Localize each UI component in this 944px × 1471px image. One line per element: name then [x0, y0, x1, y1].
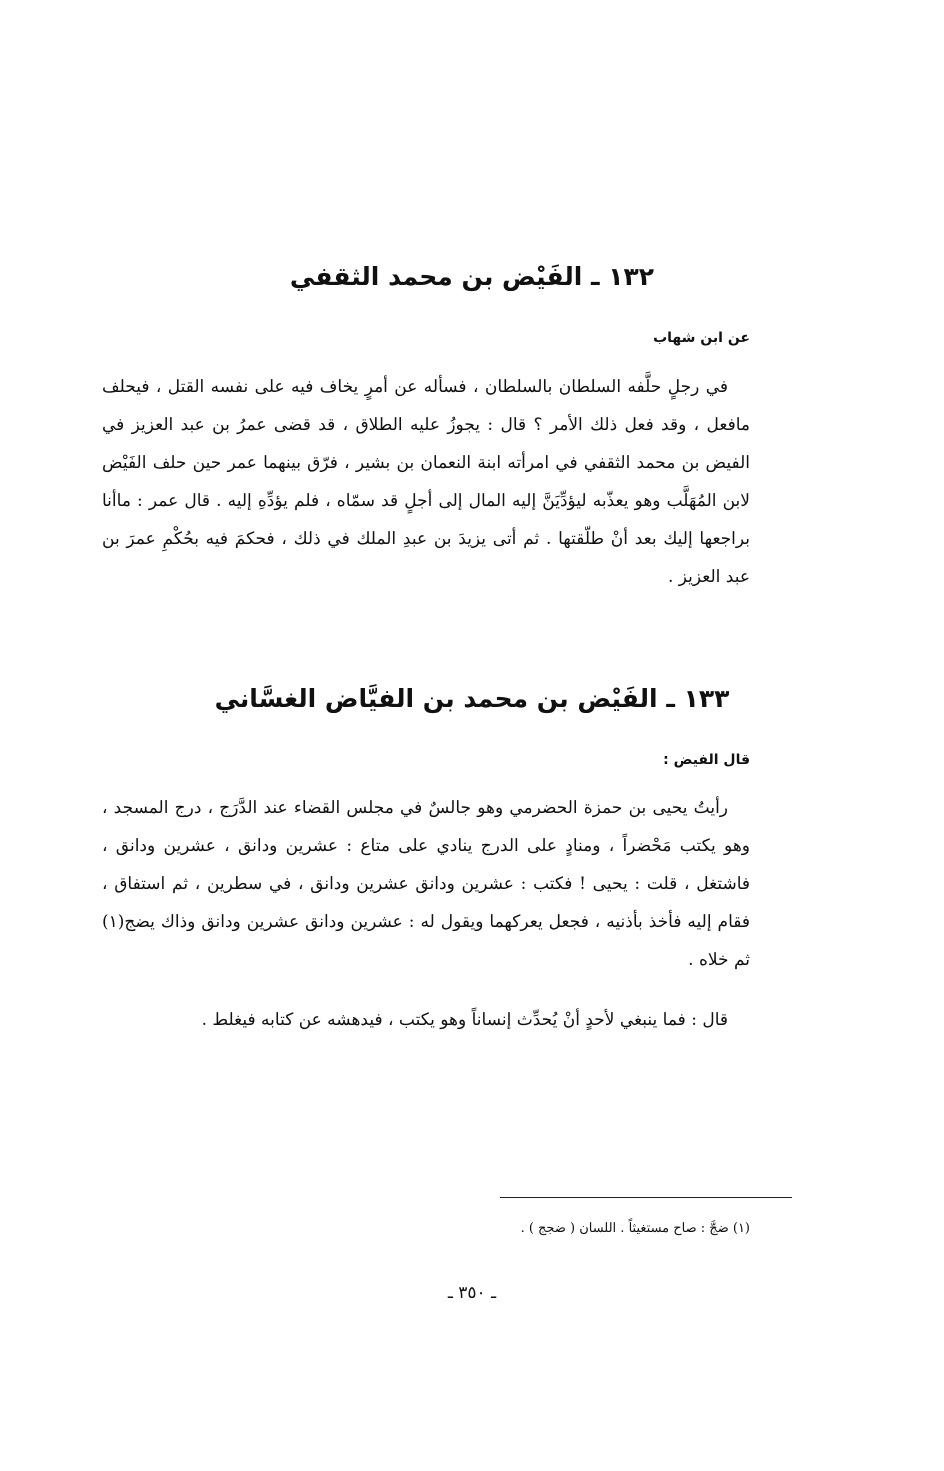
- entry-title: ١٣٣ ـ الفَيْض بن محمد بن الفيَّاض الغسَّاني: [214, 684, 730, 713]
- footnote-rule: [500, 1197, 792, 1198]
- page-number: ـ ٣٥٠ ـ: [447, 1283, 497, 1303]
- entry-paragraph: رأيتُ يحيى بن حمزة الحضرمي وهو جالسٌ في مجلس القضاء عند الدَّرَج ، درج المسجد ، وهو يكتب مَحْضراً ، ومنادٍ على الدرج ينادي على متاع : عشرين ودانق ، عشرين ودانق ، فاشتغل ، قلت : يحيى ! فكتب : عشرين ودانق عشرين ودانق ، في سطرين ، ثم استفاق ، فقام إليه فأخذ بأذنيه ، فجعل يعركهما ويقول له : عشرين ودانق عشرين ودانق وذاك يضج(١) ثم خلاه .: [102, 798, 750, 970]
- footnote: (١) ضجَّ : صاح مستغيثاً . اللسان ( ضجج ) .: [520, 1221, 750, 1236]
- entry-body: [102, 789, 750, 979]
- entry-source: عن ابن شهاب: [653, 330, 750, 346]
- entry-source: قال الفيض :: [663, 752, 750, 768]
- entry-body: [102, 368, 750, 596]
- entry-title: ١٣٢ ـ الفَيْض بن محمد الثقفي: [289, 262, 655, 291]
- entry-paragraph: في رجلٍ حلَّفه السلطان بالسلطان ، فسأله عن أمرٍ يخاف فيه على نفسه القتل ، فيحلف مافعل ، وقد فعل ذلك الأمر ؟ قال : يجوزُ عليه الطلاق ، قد قضى عمرُ بن عبد العزيز في الفيض بن محمد الثقفي في امرأته ابنة النعمان بن بشير ، فرّق بينهما عمر حين حلف الفَيْض لابن المُهَلَّب وهو يعذّبه ليؤدِّيَنَّ إليه المال إلى أجلٍ قد سمّاه ، فلم يؤدِّهِ إليه . قال عمر : ماأنا براجعها إليك بعد أنْ طلّقتها . ثم أتى يزيدَ بن عبدِ الملك في ذلك ، فحكمَ فيه بحُكْمِ عمرَ بن عبد العزيز .: [102, 377, 750, 587]
- entry-closing-paragraph: قال : فما ينبغي لأحدٍ أنْ يُحدِّث إنساناً وهو يكتب ، فيدهشه عن كتابه فيغلط .: [201, 1010, 728, 1030]
